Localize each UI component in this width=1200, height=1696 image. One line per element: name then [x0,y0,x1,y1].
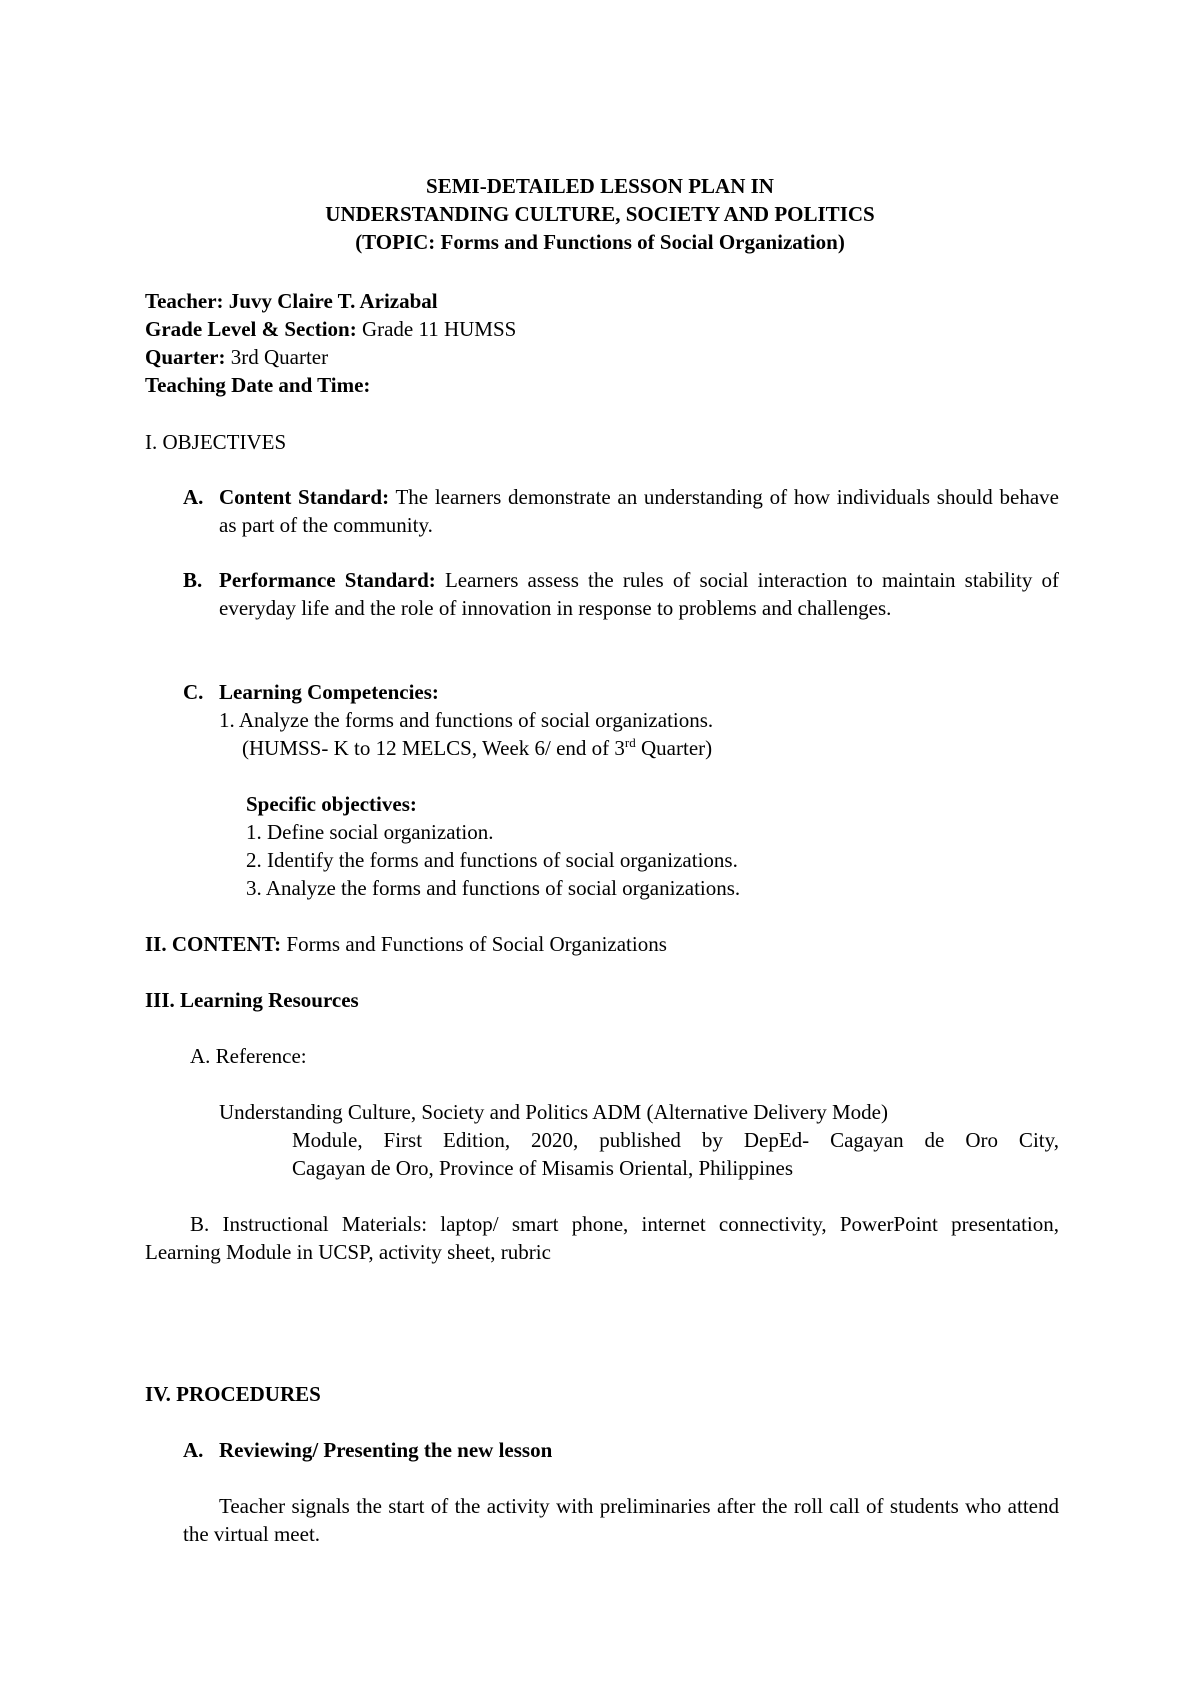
procedures-heading: IV. PROCEDURES [145,1382,321,1406]
specific-objective-item: 3. Analyze the forms and functions of social organizations. [246,876,741,900]
content-line: II. CONTENT: Forms and Functions of Social Organizations [145,932,667,956]
objectives-heading: I. OBJECTIVES [145,430,287,454]
grade-line: Grade Level & Section: Grade 11 HUMSS [145,317,517,341]
competency-item: 1. Analyze the forms and functions of social organizations. [219,708,714,732]
reference-line: Cagayan de Oro, Province of Misamis Oriental, Philippines [292,1156,793,1180]
doc-title-line2: UNDERSTANDING CULTURE, SOCIETY AND POLITICS [325,202,875,226]
content-standard: Content Standard: The learners demonstrate an understanding of how individuals should behave as part of the community. [219,485,1060,537]
doc-topic-line: (TOPIC: Forms and Functions of Social Organization) [355,230,845,254]
procedure-a-heading: Reviewing/ Presenting the new lesson [219,1438,553,1462]
procedure-a-text: Teacher signals the start of the activity with preliminaries after the roll call of students who attend the virtual meet. [183,1494,1059,1546]
doc-title-line1: SEMI-DETAILED LESSON PLAN IN [426,174,774,198]
quarter-line: Quarter: 3rd Quarter [145,345,329,369]
teacher-line: Teacher: Juvy Claire T. Arizabal [145,289,438,313]
reference-line: Understanding Culture, Society and Politics ADM (Alternative Delivery Mode) [219,1100,888,1124]
specific-objective-item: 1. Define social organization. [246,820,494,844]
teaching-date-line: Teaching Date and Time: [145,373,371,397]
specific-objectives-heading: Specific objectives: [246,792,417,816]
procedure-a-letter: A. [183,1438,204,1462]
performance-standard: Performance Standard: Learners assess the rules of social interaction to maintain stability of everyday life and the role of innovation in response to problems and challenges. [219,568,1059,620]
reference-line: Module, First Edition, 2020, published by DepEd- Cagayan de Oro City, [292,1128,1059,1152]
competencies-heading: Learning Competencies: [219,680,439,704]
competencies-letter: C. [183,680,204,704]
competency-reference: (HUMSS- K to 12 MELCS, Week 6/ end of 3rd Quarter) [242,735,713,760]
content-standard-letter: A. [183,485,204,509]
reference-label: A. Reference: [190,1044,307,1068]
performance-standard-letter: B. [183,568,203,592]
instructional-materials: B. Instructional Materials: laptop/ smart phone, internet connectivity, PowerPoint presentation, Learning Module in UCSP, activity sheet, rubric [145,1212,1059,1264]
specific-objective-item: 2. Identify the forms and functions of social organizations. [246,848,738,872]
resources-heading: III. Learning Resources [145,988,359,1012]
